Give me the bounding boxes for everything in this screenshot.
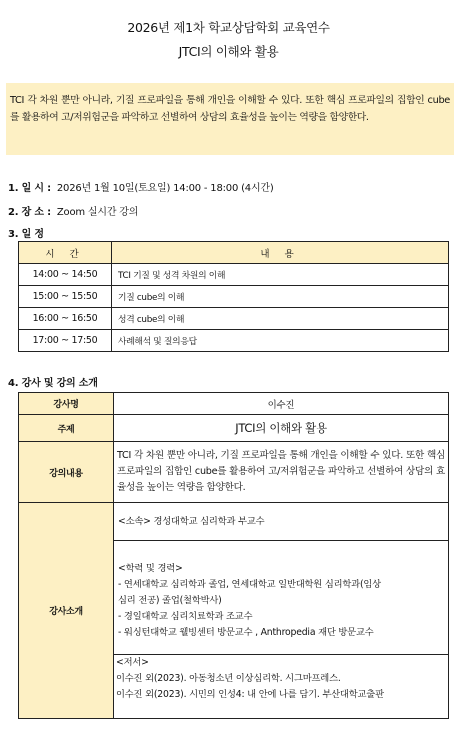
table-row [19, 286, 449, 308]
topic-label: 주제 [19, 415, 114, 442]
instructor-label: 강사명 [19, 393, 114, 415]
affiliation-block [114, 504, 448, 540]
instructor-name: 이수진 [114, 393, 449, 415]
date-label: 1. 일 시 : [8, 183, 51, 194]
schedule-header-time: 시 간 [19, 242, 112, 264]
book-line: 이수진 외(2023). 아동청소년 이상심리학. 시그마프레스. [116, 672, 341, 684]
intro-cell [114, 503, 449, 719]
table-row [19, 308, 449, 330]
place-label: 2. 장 소 : [8, 207, 51, 218]
schedule-header-row [19, 242, 449, 264]
book-line: 이수진 외(2023). 시민의 인성4: 내 안에 나를 담기. 부산대학교출판 [116, 688, 384, 700]
career-line: 심리 전공) 졸업(철학박사) [118, 594, 222, 606]
career-block [114, 540, 448, 654]
table-row [19, 415, 449, 442]
books-title: <저서> [116, 656, 149, 668]
schedule-content: 사례해석 및 질의응답 [112, 330, 449, 352]
affiliation: <소속> 경성대학교 심리학과 부교수 [118, 515, 265, 527]
schedule-time: 16:00 ~ 16:50 [19, 308, 112, 330]
books-block [114, 654, 448, 718]
table-row [19, 503, 449, 719]
date-value: 2026년 1월 10일(토요일) 14:00 - 18:00 (4시간) [56, 183, 274, 194]
schedule-content: 기질 cube의 이해 [112, 286, 449, 308]
lecture-table [18, 392, 449, 719]
content-label: 강의내용 [19, 442, 114, 503]
schedule-header-content: 내 용 [112, 242, 449, 264]
schedule-time: 15:00 ~ 15:50 [19, 286, 112, 308]
career-line: - 경일대학교 심리치료학과 조교수 [118, 610, 253, 622]
page-title: 2026년 제1차 학교상담학회 교육연수 [127, 20, 330, 35]
content-value: TCI 각 차원 뿐만 아니라, 기질 프로파일을 통해 개인을 이해할 수 있다. 또한 핵심 프로파일의 집합인 cube를 활용하여 고/저위험군을 파악하고 선별하여 상담의 효율성을 높이는 역량을 함양한다. [114, 442, 449, 503]
place-value: Zoom 실시간 강의 [56, 207, 139, 218]
schedule-time: 17:00 ~ 17:50 [19, 330, 112, 352]
lecture-heading: 4. 강사 및 강의 소개 [8, 378, 98, 389]
table-row [19, 264, 449, 286]
schedule-content: 성격 cube의 이해 [112, 308, 449, 330]
career-line: - 연세대학교 심리학과 졸업, 연세대학교 일반대학원 심리학과(임상 [118, 578, 381, 590]
intro-label: 강사소개 [19, 503, 114, 719]
schedule-content: TCI 기질 및 성격 차원의 이해 [112, 264, 449, 286]
summary-box: TCI 각 차원 뿐만 아니라, 기질 프로파일을 통해 개인을 이해할 수 있다. 또한 핵심 프로파일의 집합인 cube를 활용하여 고/저위험군을 파악하고 선별하여 상담의 효율성을 높이는 역량을 함양한다. [6, 83, 454, 155]
career-line: - 워싱턴대학교 웰빙센터 방문교수 , Anthropedia 재단 방문교수 [118, 626, 374, 638]
date-row [8, 179, 274, 194]
page-subtitle: JTCI의 이해와 활용 [178, 44, 279, 59]
career-title: <학력 및 경력> [118, 562, 183, 574]
topic-value: JTCI의 이해와 활용 [114, 415, 449, 442]
schedule-heading: 3. 일 정 [8, 229, 44, 240]
table-row [19, 330, 449, 352]
schedule-time: 14:00 ~ 14:50 [19, 264, 112, 286]
place-row [8, 203, 138, 218]
schedule-table [18, 241, 449, 352]
table-row [19, 442, 449, 503]
table-row [19, 393, 449, 415]
